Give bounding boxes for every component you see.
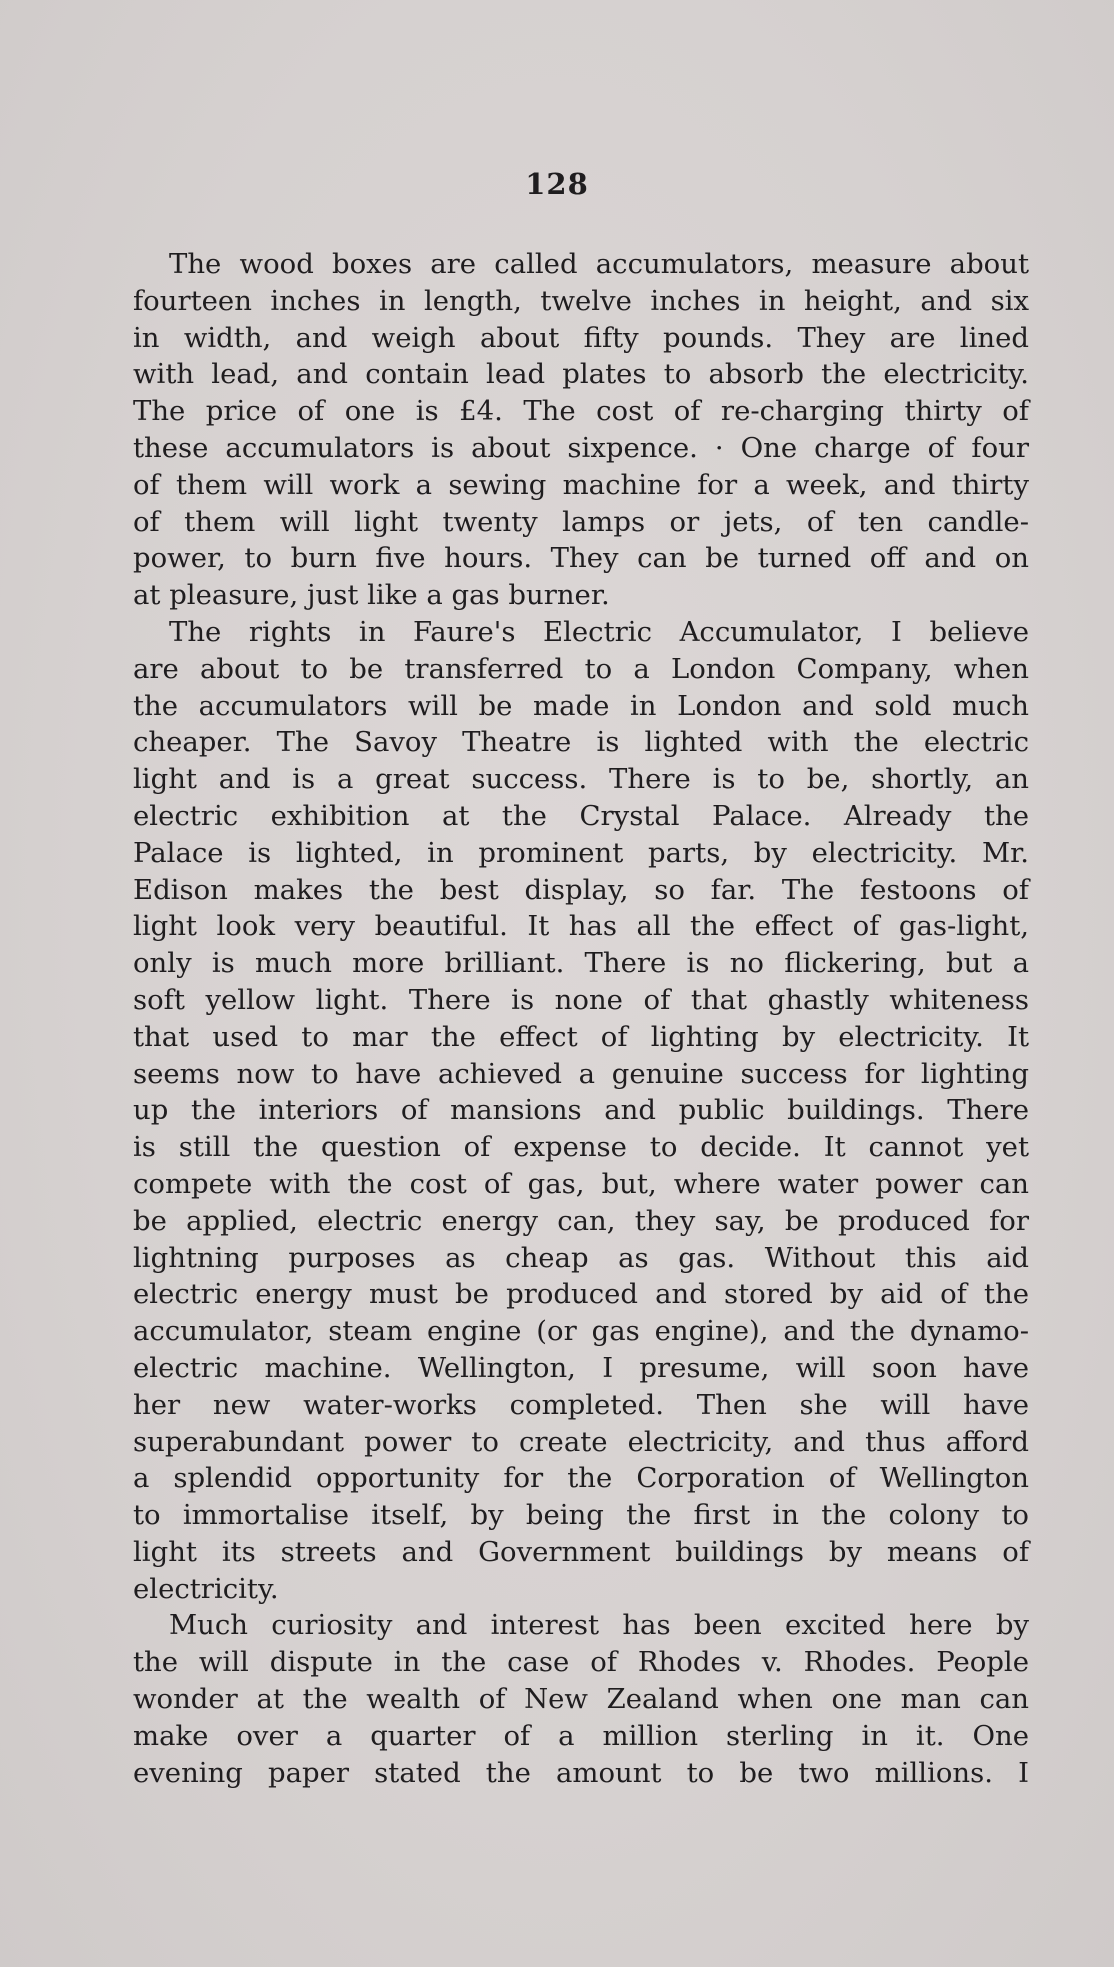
text-line: compete with the cost of gas, but, where water power can — [133, 1167, 1029, 1200]
text-line: of them will work a sewing machine for a week, and thirty — [133, 468, 1029, 501]
text-line: soft yellow light. There is none of that ghastly whiteness — [133, 983, 1029, 1016]
text-line: lightning purposes as cheap as gas. Without this aid — [133, 1241, 1029, 1274]
paragraph — [133, 614, 1029, 1608]
text-line: to immortalise itself, by being the first in the colony to — [133, 1499, 1029, 1532]
text-line: in width, and weigh about fifty pounds. They are lined — [133, 321, 1029, 354]
text-line: superabundant power to create electricity, and thus afford — [133, 1425, 1029, 1458]
text-line: electric machine. Wellington, I presume, will soon have — [133, 1351, 1029, 1384]
text-line: accumulator, steam engine (or gas engine), and the dynamo- — [133, 1315, 1029, 1348]
text-line: The wood boxes are called accumulators, measure about — [169, 248, 1029, 280]
text-line: power, to burn five hours. They can be turned off and on — [133, 542, 1029, 575]
body-text — [133, 246, 1029, 1791]
text-line: fourteen inches in length, twelve inches in height, and six — [133, 284, 1029, 317]
text-line: make over a quarter of a million sterling in it. One — [133, 1719, 1029, 1752]
text-line: seems now to have achieved a genuine success for lighting — [133, 1057, 1029, 1090]
text-line: electricity. — [133, 1572, 279, 1605]
paragraph — [133, 246, 1029, 614]
text-line: her new water-works completed. Then she will have — [133, 1388, 1029, 1421]
text-line: electric exhibition at the Crystal Palace. Already the — [133, 799, 1029, 832]
text-line: that used to mar the effect of lighting by electricity. It — [133, 1020, 1029, 1053]
text-line: light and is a great success. There is to be, shortly, an — [133, 763, 1029, 796]
text-line: wonder at the wealth of New Zealand when one man can — [133, 1683, 1029, 1716]
text-line: light look very beautiful. It has all the effect of gas-light, — [133, 910, 1029, 943]
text-line: of them will light twenty lamps or jets, of ten candle- — [133, 505, 1029, 538]
text-line: The rights in Faure's Electric Accumulator, I believe — [169, 615, 1029, 648]
text-line: a splendid opportunity for the Corporation of Wellington — [133, 1462, 1029, 1495]
text-line: only is much more brilliant. There is no flickering, but a — [133, 947, 1029, 980]
text-line: Palace is lighted, in prominent parts, by electricity. Mr. — [133, 836, 1029, 869]
text-line: light its streets and Government buildings by means of — [133, 1535, 1029, 1568]
text-line: these accumulators is about sixpence. · One charge of four — [133, 431, 1029, 464]
text-line: with lead, and contain lead plates to absorb the electricity. — [133, 358, 1029, 391]
text-line: The price of one is £4. The cost of re-charging thirty of — [133, 395, 1029, 428]
text-line: cheaper. The Savoy Theatre is lighted with the electric — [133, 726, 1029, 759]
text-line: be applied, electric energy can, they say, be produced for — [133, 1204, 1029, 1237]
text-line: up the interiors of mansions and public buildings. There — [133, 1094, 1029, 1127]
text-line: the accumulators will be made in London and sold much — [133, 689, 1029, 722]
text-line: are about to be transferred to a London Company, when — [133, 652, 1029, 685]
text-line: evening paper stated the amount to be two millions. I — [133, 1756, 1029, 1789]
text-line: at pleasure, just like a gas burner. — [133, 579, 610, 612]
paragraph — [133, 1607, 1029, 1791]
text-line: the will dispute in the case of Rhodes v. Rhodes. People — [133, 1646, 1029, 1679]
text-line: is still the question of expense to decide. It cannot yet — [133, 1131, 1029, 1164]
text-line: Much curiosity and interest has been excited here by — [169, 1609, 1029, 1642]
text-line: Edison makes the best display, so far. The festoons of — [133, 873, 1029, 906]
page-number: 128 — [525, 167, 589, 201]
text-line: electric energy must be produced and stored by aid of the — [133, 1278, 1029, 1311]
